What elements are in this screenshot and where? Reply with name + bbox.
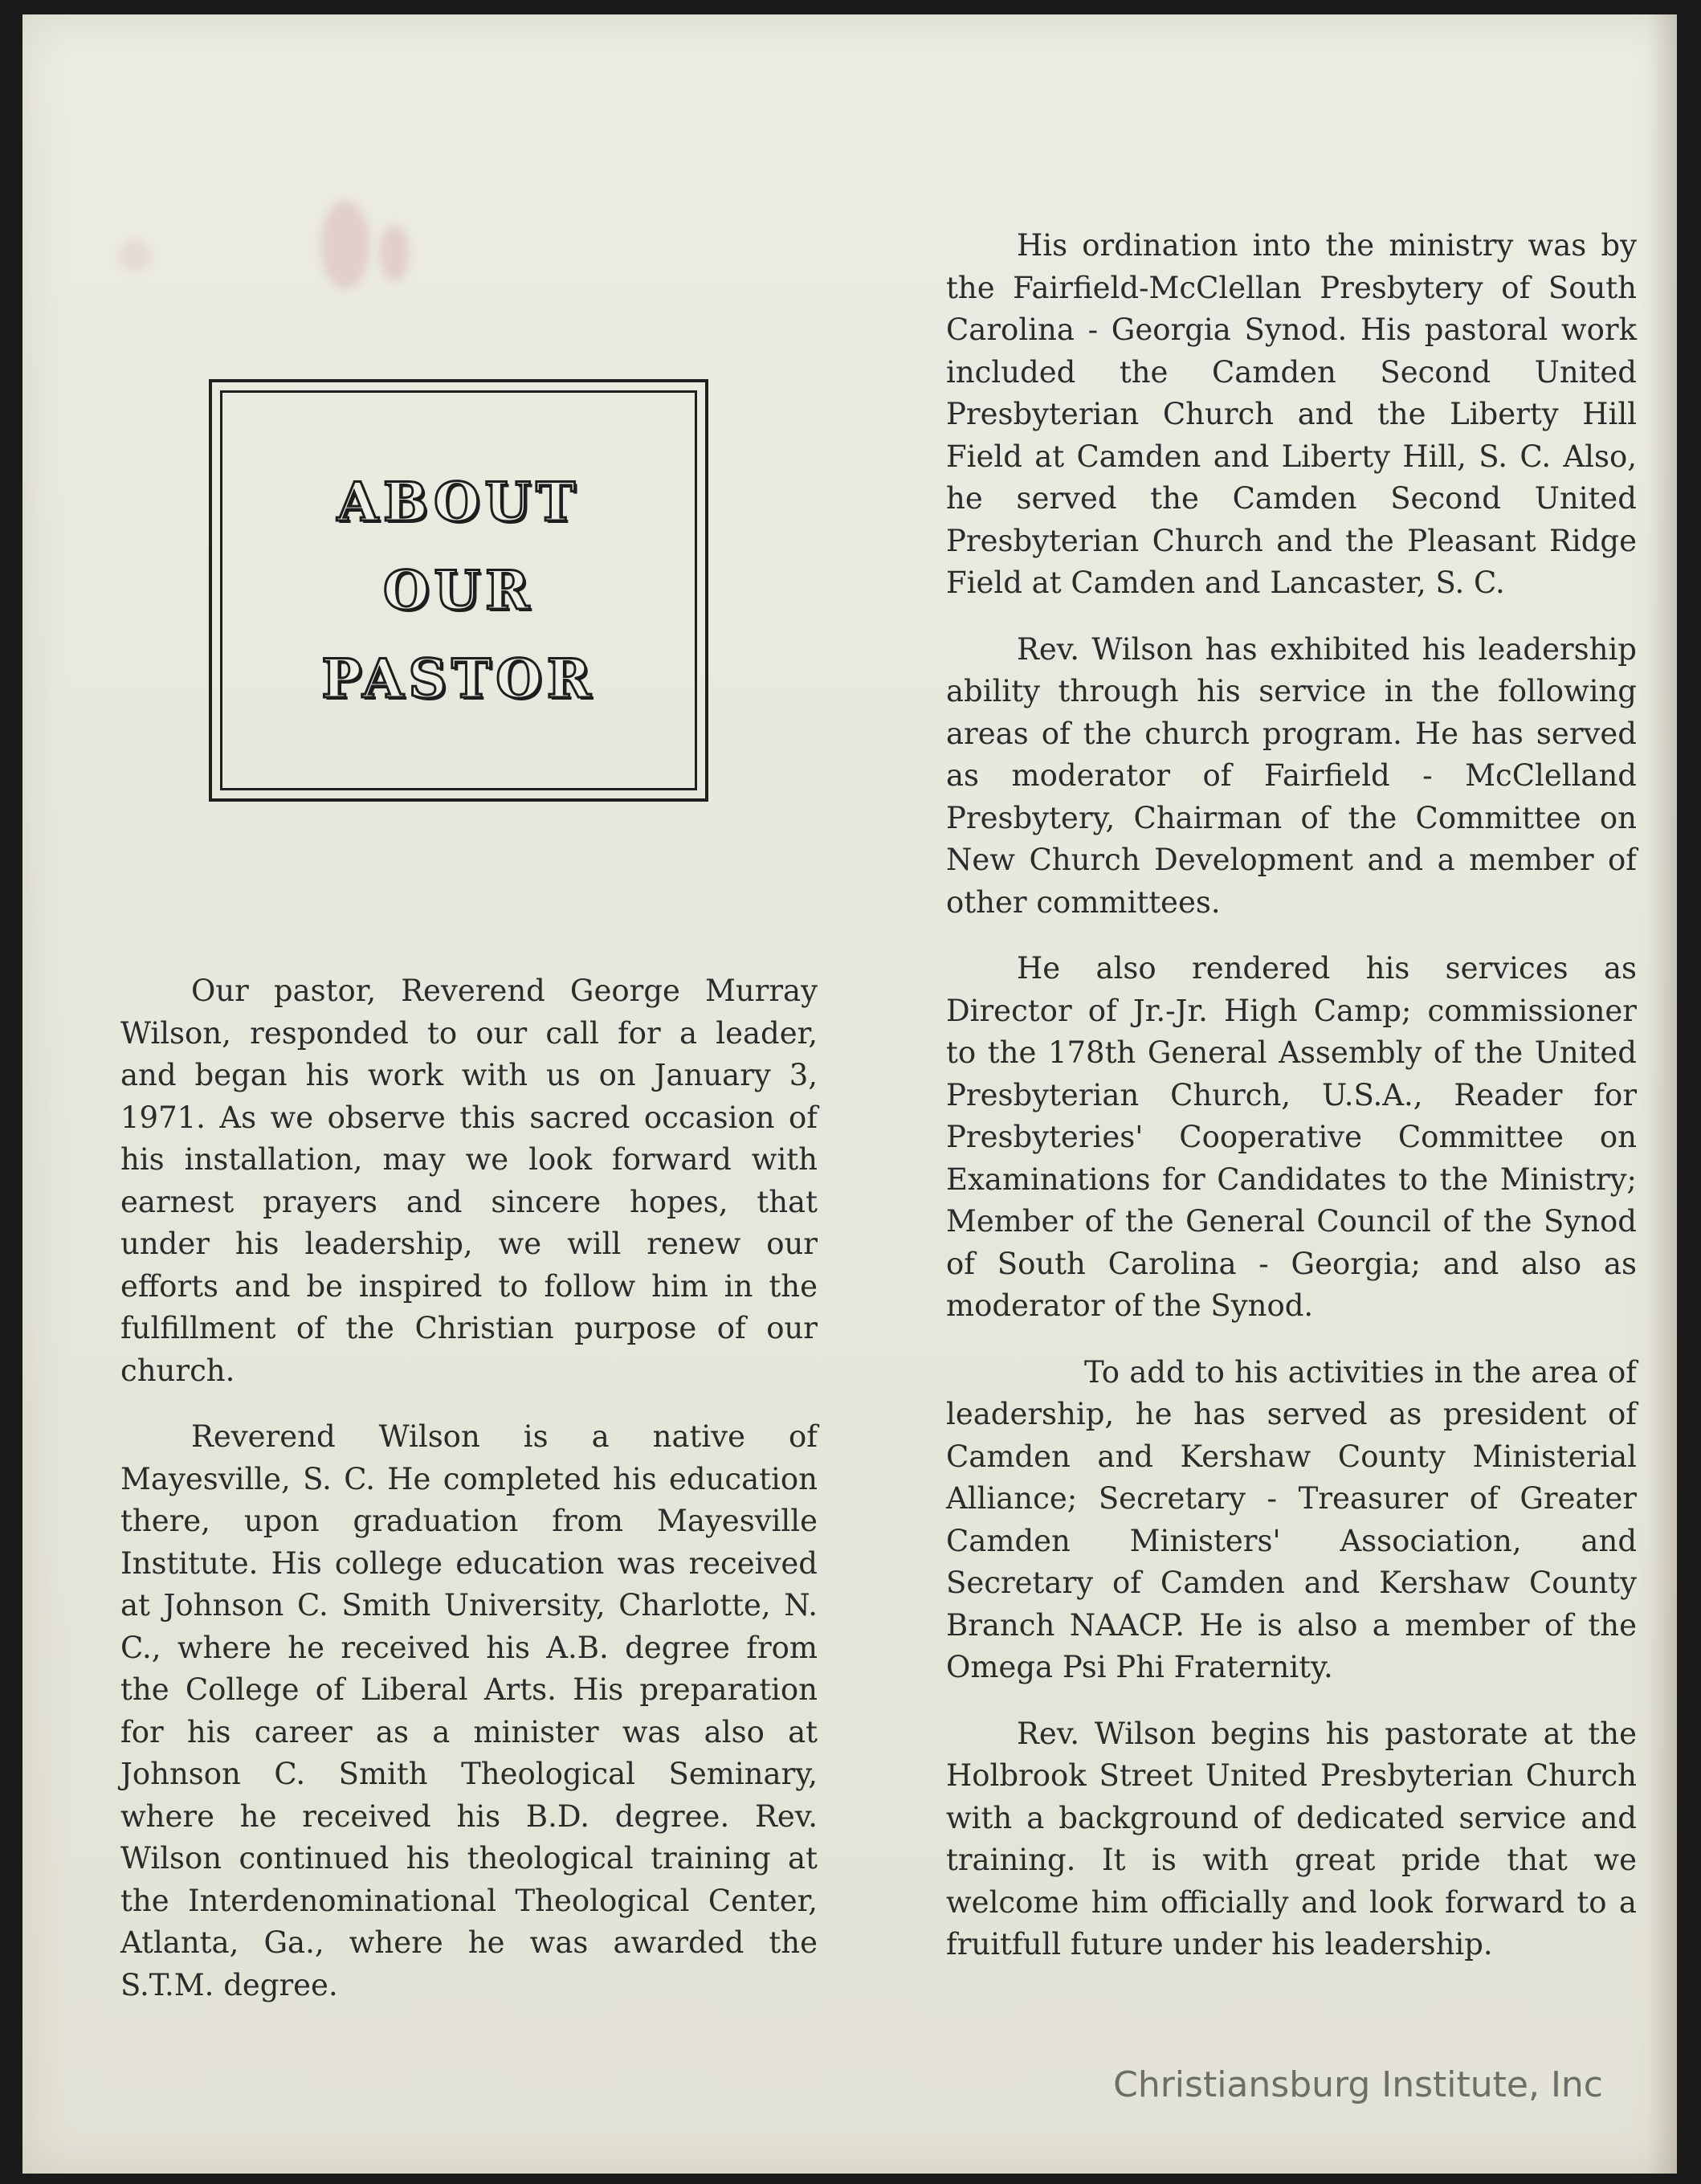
paragraph-leadership: Rev. Wilson has exhibited his leadership ability through his service in the following areas of the church program. He has served as moderator of Fairfield - McClelland Presbytery, Chairman of the Committee on New Church Development and a member of other committees. xyxy=(946,631,1637,920)
title-box xyxy=(209,379,708,802)
paragraph-closing: Rev. Wilson begins his pastorate at the Holbrook Street United Presbyterian Church with a background of dedicated service and training. It is with great pride that we welcome him officially and look forward to a fruitfull future under his leadership. xyxy=(946,1716,1637,1962)
paragraph-ordination: His ordination into the ministry was by the Fairfield-McClellan Presbytery of South Carolina - Georgia Synod. His pastoral work included the Camden Second United Presbyterian Church and the Liberty Hill Field at Camden and Liberty Hill, S. C. Also, he served the Camden Second United Presbyterian Church and the Pleasant Ridge Field at Camden and Lancaster, S. C. xyxy=(946,228,1637,600)
ink-stain xyxy=(119,239,151,271)
left-column xyxy=(120,970,818,2031)
watermark: Christiansburg Institute, Inc xyxy=(1113,2064,1603,2105)
ink-stain xyxy=(380,225,409,281)
title-line-about: ABOUT xyxy=(337,471,581,533)
title-line-pastor: PASTOR xyxy=(321,647,596,710)
paragraph-education: Reverend Wilson is a native of Mayesville, S. C. He completed his education there, upon graduation from Mayesville Institute. His college education was received at Johnson C. Smith University, Charlotte, N. C., where he received his A.B. degree from the College of Liberal Arts. His preparation for his career as a minister was also at Johnson C. Smith Theological Seminary, where he received his B.D. degree. Rev. Wilson continued his theological training at the Interdenominational Theological Center, Atlanta, Ga., where he was awarded the S.T.M. degree. xyxy=(120,1419,818,2002)
right-column xyxy=(946,225,1637,1990)
paragraph-services: He also rendered his services as Director of Jr.-Jr. High Camp; commissioner to the 178th General Assembly of the United Presbyterian Church, U.S.A., Reader for Presbyteries' Cooperative Committee on Examinations for Candidates to the Ministry; Member of the General Council of the Synod of South Carolina - Georgia; and also as moderator of the Synod. xyxy=(946,951,1637,1323)
paragraph-activities: To add to his activities in the area of leadership, he has served as president of Camden and Kershaw County Ministerial Alliance; Secretary - Treasurer of Greater Camden Ministers' Association, and Secretary of Camden and Kershaw County Branch NAACP. He is also a member of the Omega Psi Phi Fraternity. xyxy=(946,1354,1637,1684)
title-line-our: OUR xyxy=(383,559,534,622)
document-page xyxy=(22,14,1677,2174)
ink-stain xyxy=(321,201,369,289)
title-box-inner xyxy=(220,390,697,790)
page-edge-shadow xyxy=(1648,14,1677,2174)
paragraph-intro: Our pastor, Reverend George Murray Wilson, responded to our call for a leader, and began his work with us on January 3, 1971. As we observe this sacred occasion of his installation, may we look forward with earnest prayers and sincere hopes, that under his leadership, we will renew our efforts and be inspired to follow him in the fulfillment of the Christian purpose of our church. xyxy=(120,974,818,1388)
